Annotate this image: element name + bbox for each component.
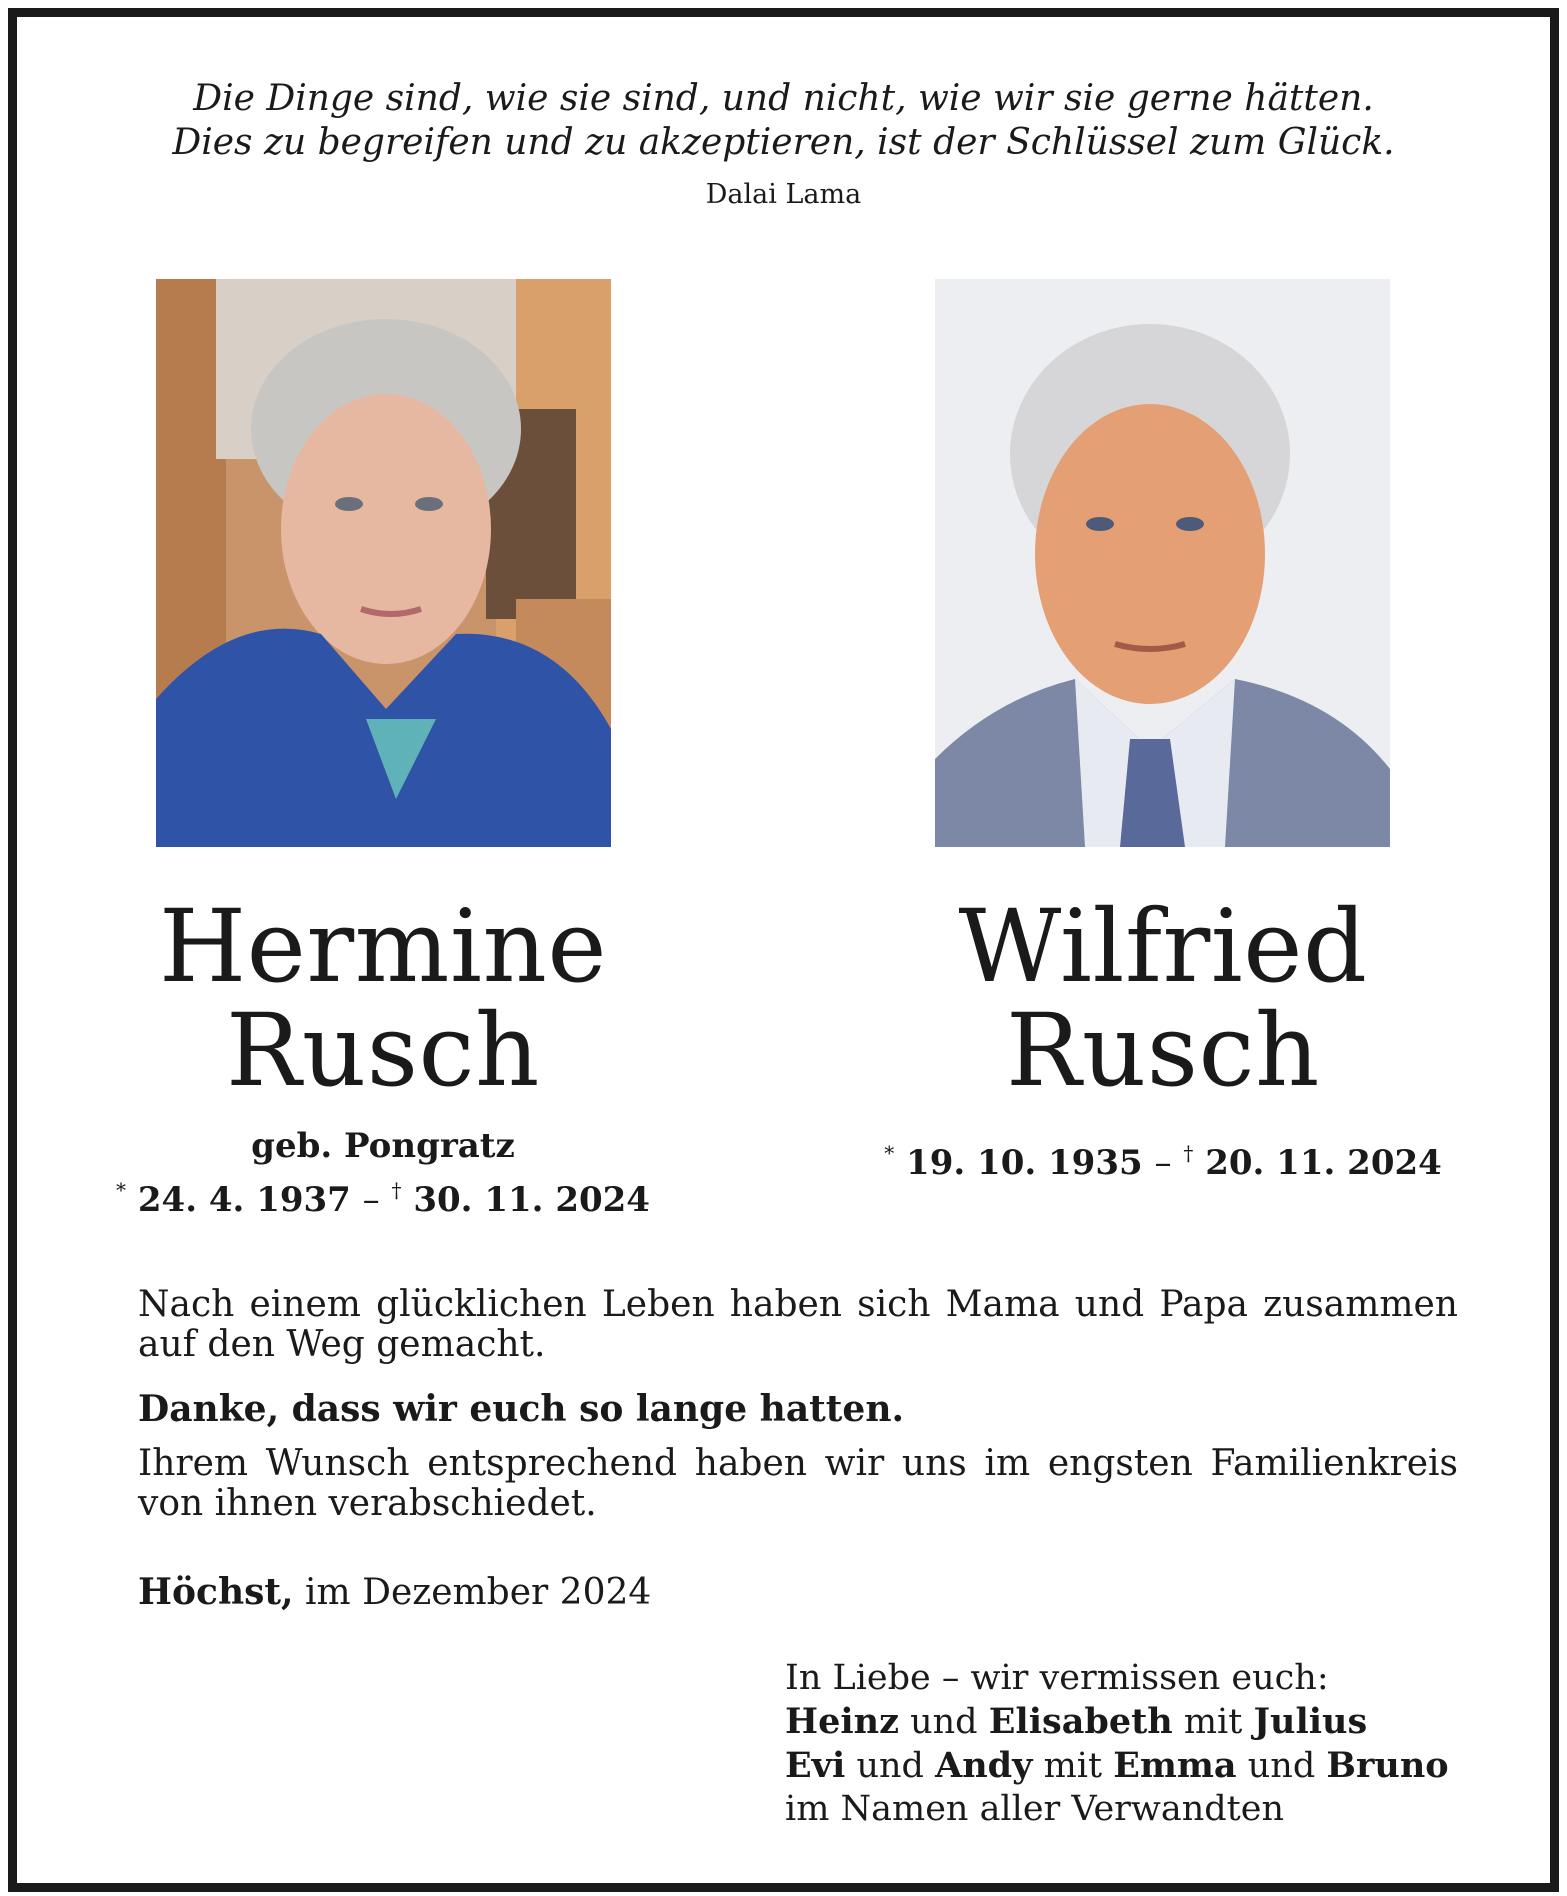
maiden-name: geb. Pongratz bbox=[251, 1126, 515, 1166]
birth-date: 19. 10. 1935 bbox=[906, 1143, 1143, 1183]
connector: mit bbox=[1172, 1702, 1254, 1742]
birth-date: 24. 4. 1937 bbox=[137, 1180, 351, 1220]
death-symbol: † bbox=[391, 1178, 402, 1202]
signer-name: Emma bbox=[1113, 1745, 1237, 1786]
name-wilfried bbox=[843, 888, 1483, 1109]
portrait-wilfried bbox=[935, 279, 1390, 847]
obituary-frame bbox=[8, 8, 1559, 1892]
signer-name: Elisabeth bbox=[988, 1701, 1173, 1742]
portrait-hermine bbox=[156, 279, 611, 847]
connector: und bbox=[845, 1746, 936, 1786]
date: im Dezember 2024 bbox=[293, 1572, 652, 1613]
death-date: 20. 11. 2024 bbox=[1205, 1143, 1442, 1183]
signer-name: Heinz bbox=[785, 1701, 899, 1742]
birth-symbol: * bbox=[116, 1178, 127, 1202]
signature-intro: In Liebe – wir vermissen euch: bbox=[785, 1658, 1329, 1698]
life-dates-wilfried bbox=[843, 1132, 1483, 1184]
signature-line-2 bbox=[785, 1744, 1449, 1788]
quote-author: Dalai Lama bbox=[705, 179, 862, 210]
connector: und bbox=[898, 1702, 989, 1742]
name-hermine bbox=[63, 888, 703, 1109]
signature bbox=[785, 1657, 1449, 1831]
life-dates-hermine bbox=[63, 1169, 703, 1221]
first-name: Hermine bbox=[158, 888, 608, 1005]
death-symbol: † bbox=[1183, 1141, 1194, 1165]
quote-line-1: Die Dinge sind, wie sie sind, und nicht, wie wir sie gerne hätten. bbox=[193, 78, 1374, 119]
connector: mit bbox=[1032, 1746, 1114, 1786]
first-name: Wilfried bbox=[958, 888, 1368, 1005]
signer-name: Evi bbox=[785, 1745, 846, 1786]
body-paragraph-thanks: Danke, dass wir euch so lange hatten. bbox=[138, 1388, 905, 1430]
signature-line-3: im Namen aller Verwandten bbox=[785, 1789, 1284, 1829]
date-separator: – bbox=[1154, 1143, 1172, 1183]
quote-line-2: Dies zu begreifen und zu akzeptieren, ist der Schlüssel zum Glück. bbox=[172, 122, 1395, 163]
birth-symbol: * bbox=[884, 1141, 895, 1165]
last-name: Rusch bbox=[1006, 992, 1320, 1109]
date-separator: – bbox=[362, 1180, 380, 1220]
signature-line-1 bbox=[785, 1700, 1449, 1744]
place: Höchst, bbox=[138, 1571, 294, 1613]
body-paragraph-1: Nach einem glücklichen Leben haben sich Mama und Papa zusammen auf den Weg gemacht. bbox=[138, 1284, 1458, 1365]
place-date bbox=[138, 1572, 1458, 1613]
death-date: 30. 11. 2024 bbox=[413, 1180, 650, 1220]
connector: und bbox=[1236, 1746, 1327, 1786]
signer-name: Andy bbox=[935, 1745, 1033, 1786]
body-paragraph-2: Ihrem Wunsch entsprechend haben wir uns im engsten Familienkreis von ihnen verabschiedet. bbox=[138, 1443, 1458, 1524]
last-name: Rusch bbox=[226, 992, 540, 1109]
quote bbox=[17, 77, 1550, 165]
signer-name: Julius bbox=[1253, 1701, 1368, 1742]
signer-name: Bruno bbox=[1326, 1745, 1449, 1786]
